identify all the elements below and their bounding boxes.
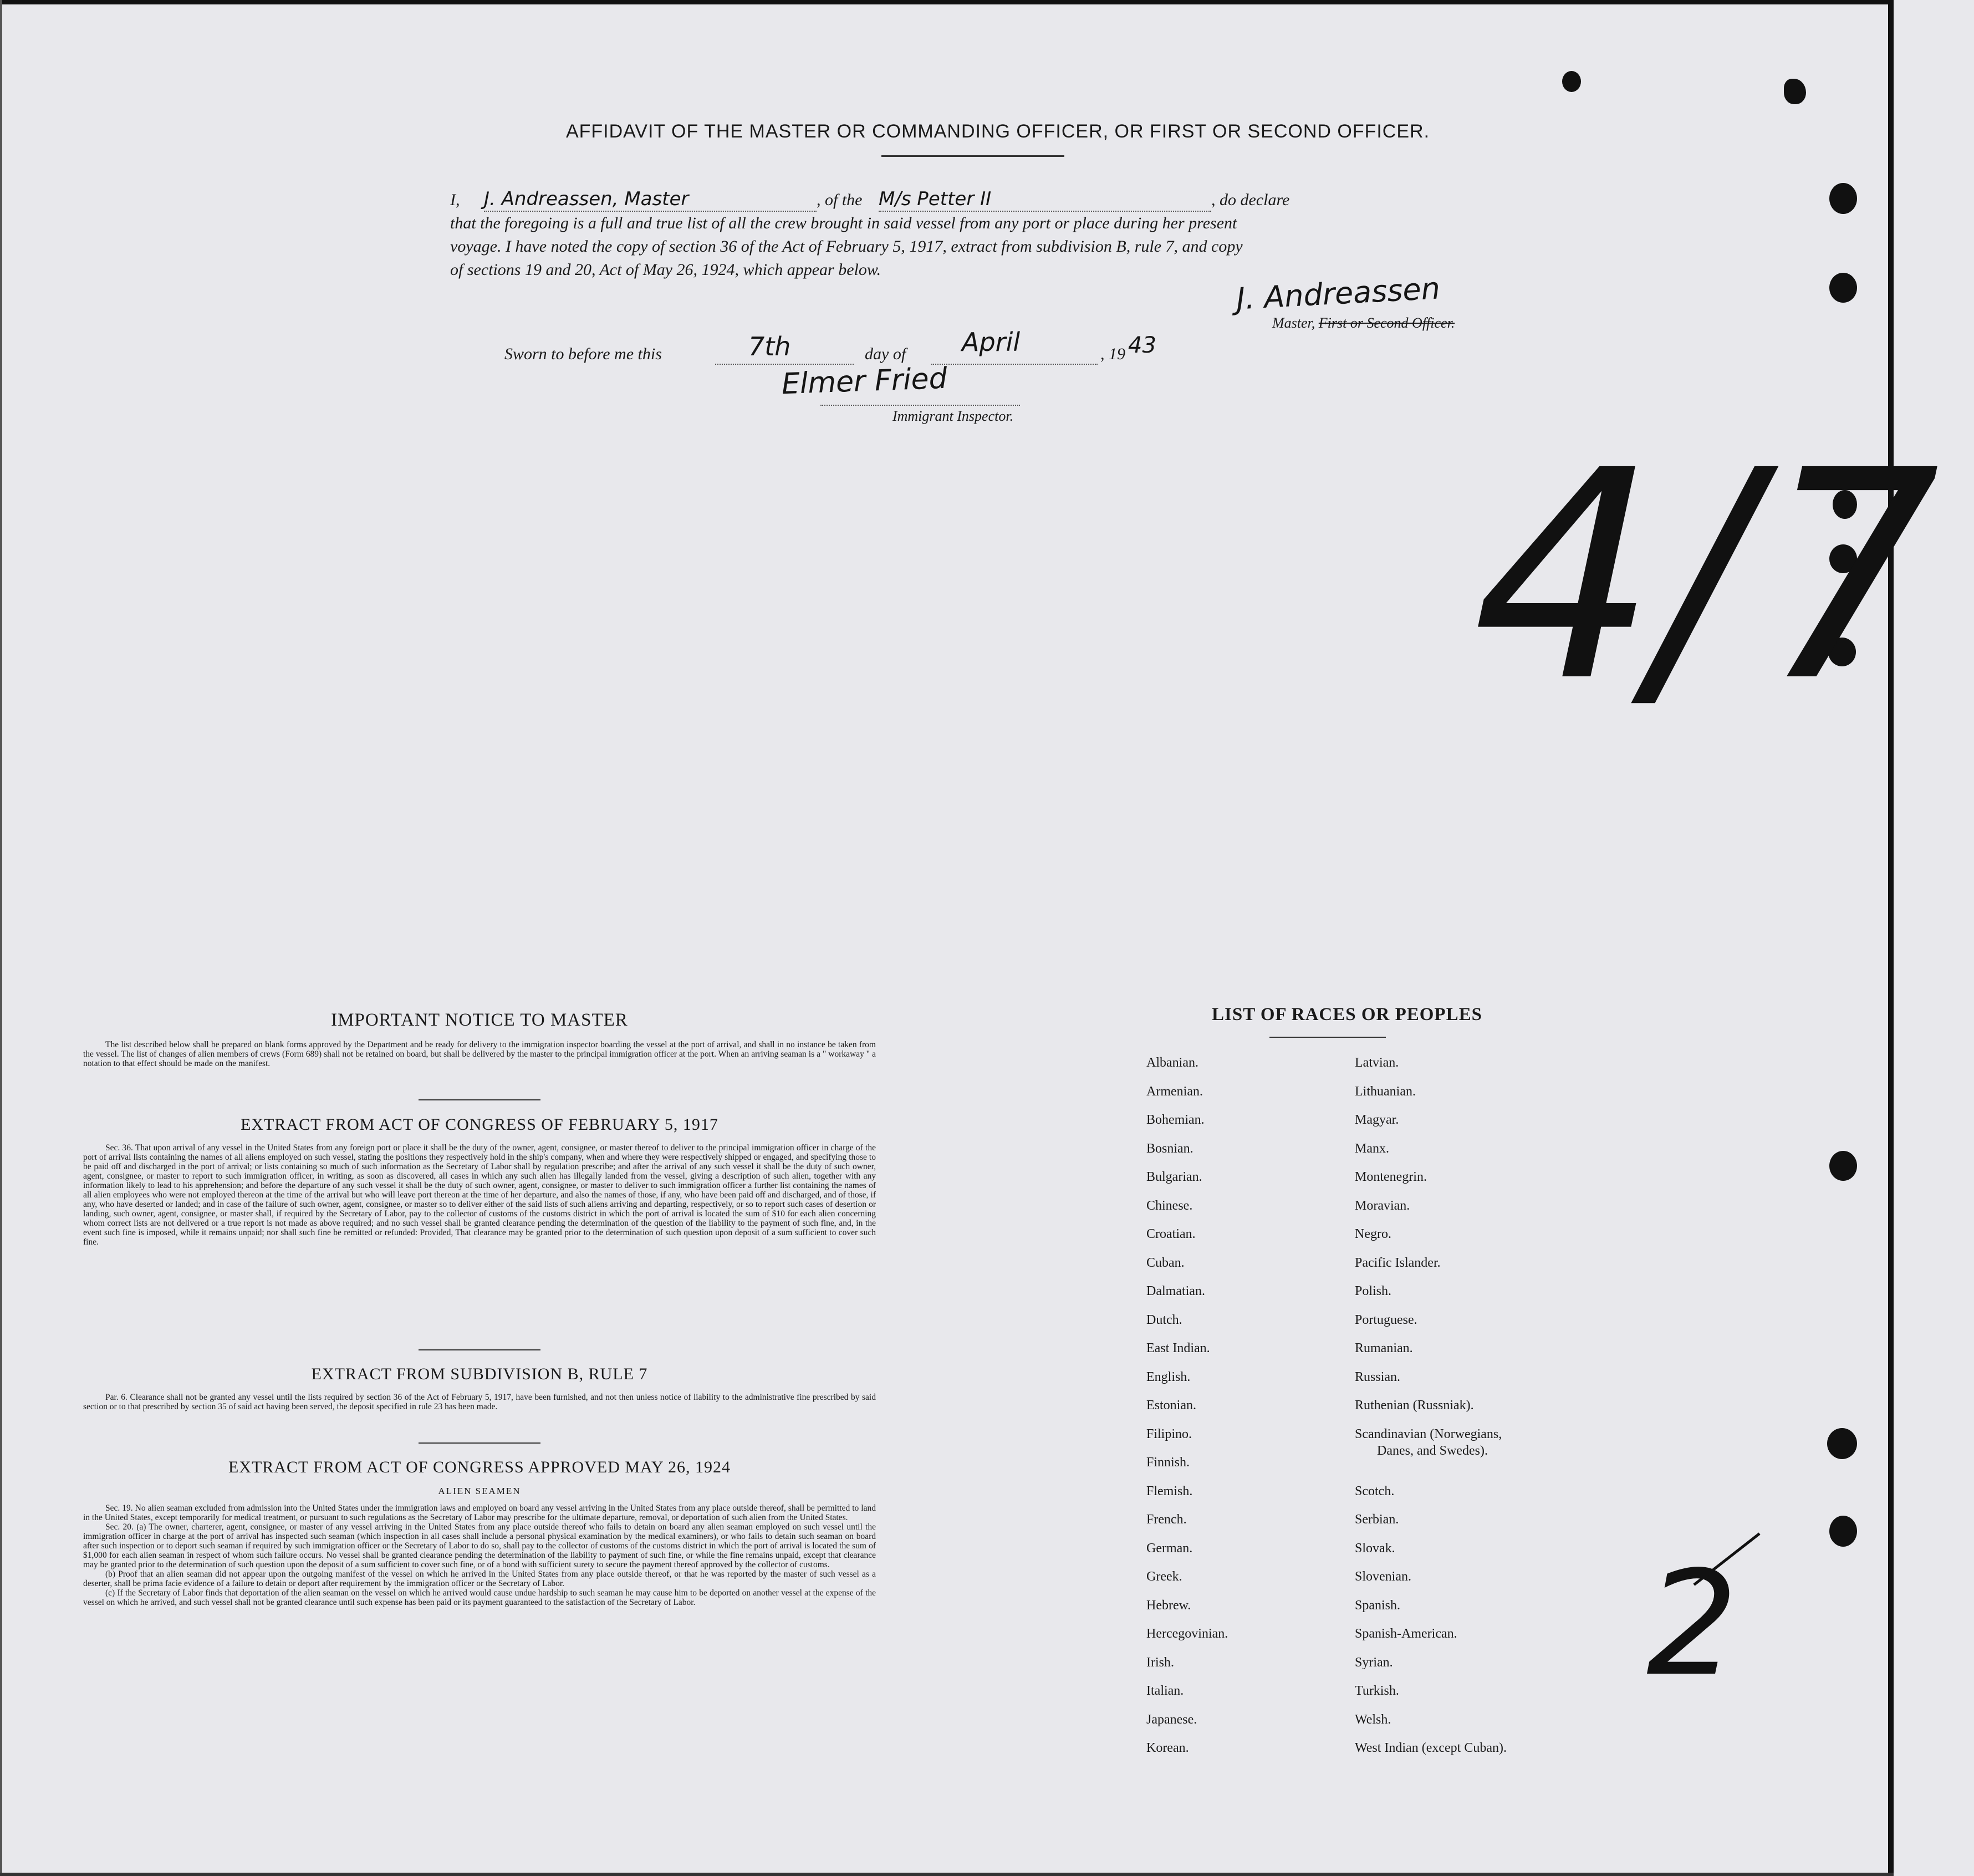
declaration-text [450,187,1498,282]
scan-border-left [0,0,2,1876]
race-item: Chinese. [1146,1198,1193,1213]
race-item: Scotch. [1355,1484,1395,1498]
of-the-label: , of the [817,191,863,209]
do-declare-label: , do declare [1211,191,1290,209]
i-label: I, [450,191,460,209]
inspector-caption: Immigrant Inspector. [892,408,1014,424]
races-title: LIST OF RACES OR PEOPLES [1212,1005,1482,1024]
section-20b: (b) Proof that an alien seaman did not appear upon the outgoing manifest of the vessel on which he arrived in the United States from any place outside thereof, or that he was reported by the master of such vessel as a deserter, shall be prima facie evidence of a failure to detain or deport after requirement by the immigration officer or the Secretary of Labor. [83,1569,876,1588]
race-item: Serbian. [1355,1512,1399,1527]
sworn-day-handwritten: 7th [748,332,791,361]
race-item: Manx. [1355,1141,1389,1156]
inspector-signature: Elmer Fried [781,361,948,401]
race-item: Flemish. [1146,1484,1193,1498]
scan-border-bottom [0,1873,1894,1876]
race-item: Rumanian. [1355,1341,1413,1355]
race-item: Bosnian. [1146,1141,1193,1156]
affidavit-title: AFFIDAVIT OF THE MASTER OR COMMANDING OFFICER, OR FIRST OR SECOND OFFICER. [565,121,1430,142]
race-item: Negro. [1355,1227,1391,1241]
race-item: Pacific Islander. [1355,1255,1441,1270]
master-signature: J. Andreassen [1235,271,1441,317]
race-item: West Indian (except Cuban). [1355,1741,1507,1755]
race-item: Slovenian. [1355,1569,1411,1584]
race-item: Dalmatian. [1146,1284,1205,1298]
race-item: Bohemian. [1146,1113,1205,1127]
section-19: Sec. 19. No alien seaman excluded from admission into the United States under the immigration laws and employed on board any vessel arriving in the United States from any place outside thereof, shall be permitted to land in the United States, except temporarily for medical treatment, or pursuant to such regulations as the Secretary of Labor may prescribe for the ultimate departure, removal, or deportation of such alien from the United States. [83,1503,876,1522]
race-item: Dutch. [1146,1312,1182,1327]
inspector-underline [820,390,1020,406]
race-item: Polish. [1355,1284,1392,1298]
race-item: Slovak. [1355,1541,1395,1556]
punch-hole [1784,79,1806,104]
race-item: Portuguese. [1355,1312,1417,1327]
race-item: East Indian. [1146,1341,1210,1355]
section-20a: Sec. 20. (a) The owner, charterer, agent, consignee, or master of any vessel arriving in the United States from any place outside thereof who fails to detain on board any alien seaman employed on such vessel until the immigration officer in charge at the port of arrival has inspected such seaman (which inspection in all cases shall include a personal physical examination by the medical examiners), or who fails to detain such seaman on board after such inspection or to deport such seaman if required by such immigration officer or the Secretary of Labor to do so, shall pay to the collector of customs of the customs district in which the port of arrival is located the sum of $1,000 for each alien seaman in respect of whom such failure occurs. No vessel shall be granted clearance pending the determination of the liability to payment of such fine, or while the fine remains unpaid, except that clearance may be granted prior to the determination of such question upon the deposit of a sum sufficient to cover such fine, or of a bond with sufficient surety to secure the payment thereof approved by the collector of customs. [83,1522,876,1569]
punch-hole [1829,273,1857,303]
race-item: Moravian. [1355,1198,1410,1213]
races-left-column [1146,1056,1324,1770]
race-item: Croatian. [1146,1227,1196,1241]
punch-hole [1827,1428,1857,1459]
vessel-name-handwritten: M/s Petter II [879,187,1211,212]
scan-border-top [0,0,1894,4]
caption-master: Master, [1272,315,1315,331]
race-item: French. [1146,1512,1187,1527]
race-item: Welsh. [1355,1712,1391,1727]
notice-divider [419,1099,540,1100]
race-item: Russian. [1355,1369,1401,1384]
race-item: Armenian. [1146,1084,1203,1099]
punch-hole [1829,1516,1857,1547]
race-item: Italian. [1146,1684,1184,1698]
races-right-column [1355,1056,1588,1770]
race-item: Greek. [1146,1569,1182,1584]
race-item: Albanian. [1146,1056,1198,1070]
extract-1917-divider [419,1349,540,1350]
alien-seamen-subtitle: ALIEN SEAMEN [438,1486,521,1496]
subdivision-b-body: Par. 6. Clearance shall not be granted any vessel until the lists required by section 36 of the Act of February 5, 1917, have been furnished, and not then unless notice of liability to the administrative fine prescribed by said section or to that prescribed by section 35 of said act having been served, the deposit specified in rule 23 has been made. [83,1393,876,1411]
race-item: Estonian. [1146,1398,1196,1413]
declaration-line-3: voyage. I have noted the copy of section 36 of the Act of February 5, 1917, extract from subdivision B, rule 7, and copy [450,237,1243,256]
section-20c: (c) If the Secretary of Labor finds that deportation of the alien seaman on the vessel on which he arrived would cause undue hardship to such seaman he may cause him to be deported on another vessel at the expense of the vessel on which he arrived, and such vessel shall not be granted clearance until such expense has been paid or its payment guaranteed to the satisfaction of the Secretary of Labor. [83,1588,876,1607]
race-item: Lithuanian. [1355,1084,1416,1099]
race-item: Magyar. [1355,1113,1399,1127]
race-item: Latvian. [1355,1056,1399,1070]
title-divider [881,155,1064,157]
extract-1917-title: EXTRACT FROM ACT OF CONGRESS OF FEBRUARY 5, 1917 [241,1115,718,1134]
race-item: Filipino. [1146,1426,1192,1441]
punch-hole [1562,71,1581,92]
day-of-label: day of [865,345,906,363]
sworn-label: Sworn to before me this [504,345,662,363]
extract-1924-body [83,1503,876,1607]
extract-1917-body: Sec. 36. That upon arrival of any vessel in the United States from any foreign port or place it shall be the duty of the owner, agent, consignee, or master thereof to deliver to the principal immigration officer in charge of the port of arrival lists containing the names of all aliens employed on such vessel, stating the positions they respectively hold in the ship's company, when and where they were respectively shipped or engaged, and specifying those to be paid off and discharged in the port of arrival; or lists containing so much of such information as the Secretary of Labor shall by regulation prescribe; and after the arrival of any such vessel it shall be the duty of such owner, agent, consignee, or master to report to such immigration officer, in writing, as soon as discovered, all cases in which any such alien has illegally landed from the vessel, giving a description of such alien, together with any information likely to lead to his apprehension; and before the departure of any such vessel it shall be the duty of such owner, agent, consignee, or master to deliver to such immigration officer a further list containing the names of all alien employees who were not employed thereon at the time of the arrival but who will leave port thereon at the time of her departure, and also the names of those, if any, who have been paid off and discharged, and of those, if any, who have deserted or landed; and in case of the failure of such owner, agent, consignee, or master so to deliver either of the said lists of such aliens arriving and departing, respectively, or so to report such cases of desertion or landing, such owner, agent, consignee, or master shall, if required by the Secretary of Labor, pay to the collector of customs of the customs district in which the port of arrival is located the sum of $10 for each alien concerning whom correct lists are not delivered or a true report is not made as above required; and no such vessel shall be granted clearance pending the determination of the question of the liability to the payment of such fine, and, in the event such fine is imposed, while it remains unpaid; nor shall such fine be remitted or refunded: Provided, That clearance may be granted prior to the determination of such question upon deposit of a sum sufficient to cover such fine. [83,1143,876,1247]
race-item: Spanish. [1355,1598,1401,1613]
race-item: Japanese. [1146,1712,1197,1727]
race-item: Spanish-American. [1355,1627,1457,1641]
race-item: Irish. [1146,1655,1174,1670]
race-item: Scandinavian (Norwegians, [1355,1426,1502,1441]
subdivision-b-title: EXTRACT FROM SUBDIVISION B, RULE 7 [311,1365,648,1383]
race-item: Korean. [1146,1741,1189,1755]
punch-hole [1829,183,1857,214]
punch-hole [1829,1151,1857,1181]
race-item: Syrian. [1355,1655,1393,1670]
notice-title: IMPORTANT NOTICE TO MASTER [331,1010,628,1030]
master-name-handwritten: J. Andreassen, Master [484,187,817,212]
race-item: Bulgarian. [1146,1170,1202,1184]
race-item: Turkish. [1355,1684,1399,1698]
race-item: Cuban. [1146,1255,1185,1270]
subdivision-b-divider [419,1442,540,1444]
declaration-line-4: of sections 19 and 20, Act of May 26, 1924, which appear below. [450,261,881,279]
race-item: English. [1146,1369,1191,1384]
race-item: Hebrew. [1146,1598,1191,1613]
mark-annotation: 2 [1646,1541,1738,1708]
notice-body: The list described below shall be prepared on blank forms approved by the Department and be ready for delivery to the immigration inspector boarding the vessel at the port of arrival, and shall in no instance be taken from the vessel. The list of changes of alien members of crews (Form 689) shall not be retained on board, but shall be delivered by the master to the principal immigration officer at the port. When an arriving seaman is a " workaway " a notation to that effect should be made on the manifest. [83,1040,876,1068]
year-prefix: , 19 [1100,345,1125,363]
scan-border-right [1888,0,1894,1876]
fraction-annotation: 4/7 [1439,409,1974,745]
race-item: Finnish. [1146,1455,1190,1470]
caption-struck-officer: First or Second Officer. [1318,315,1455,331]
declaration-line-2: that the foregoing is a full and true list of all the crew brought in said vessel from any port or place during her present [450,214,1237,232]
sworn-year-handwritten: 43 [1128,333,1156,358]
sworn-month-handwritten: April [962,327,1021,357]
signature-caption [1272,315,1455,332]
race-item: Hercegovinian. [1146,1627,1228,1641]
extract-1924-title: EXTRACT FROM ACT OF CONGRESS APPROVED MAY 26, 1924 [228,1458,731,1476]
declaration-line-1 [450,187,1498,212]
race-item: German. [1146,1541,1193,1556]
race-item: Montenegrin. [1355,1170,1427,1184]
races-divider [1269,1037,1386,1038]
race-item: Danes, and Swedes). [1377,1443,1488,1458]
race-item: Ruthenian (Russniak). [1355,1398,1474,1413]
